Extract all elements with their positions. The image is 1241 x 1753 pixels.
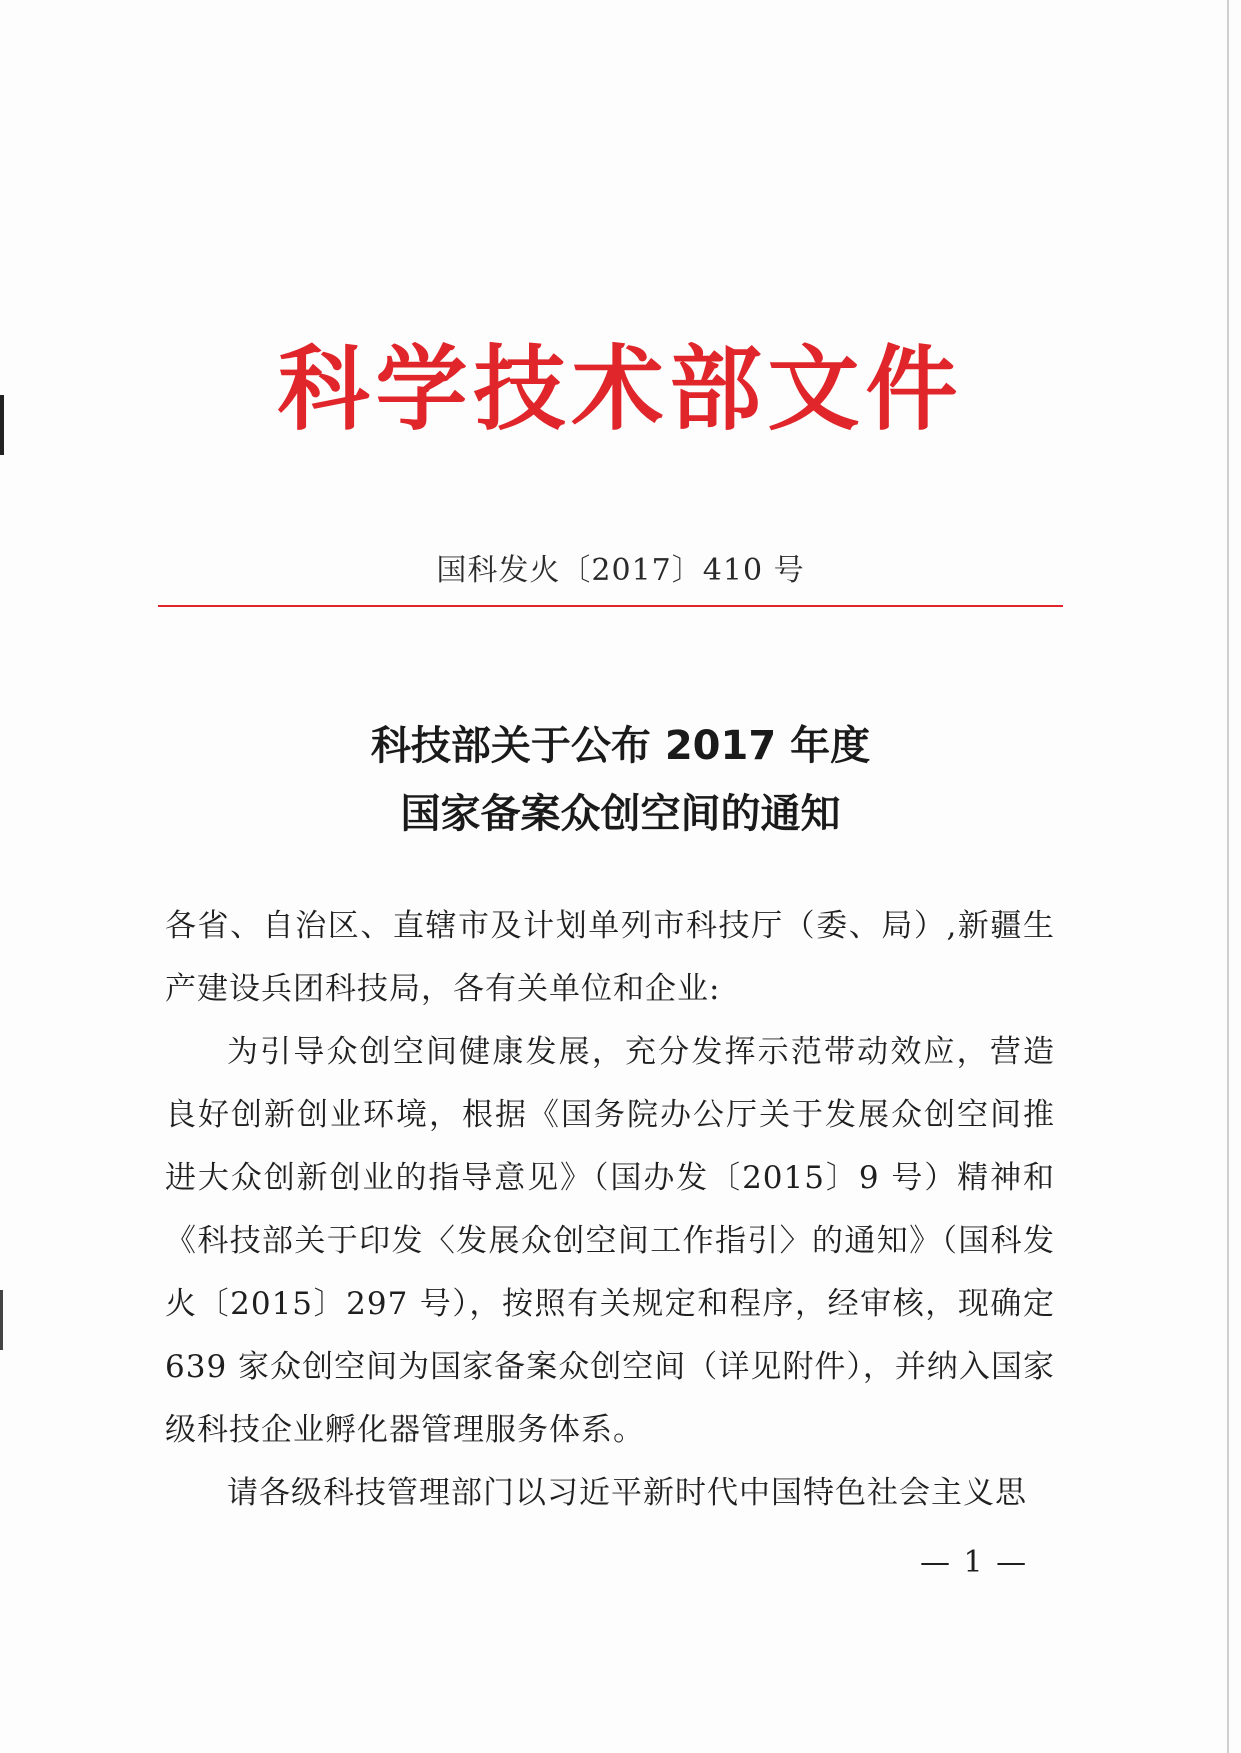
page-number: — 1 — [920, 1545, 1029, 1580]
body-paragraph-1: 为引导众创空间健康发展，充分发挥示范带动效应，营造良好创新创业环境，根据《国务院办公厅关于发展众创空间推进大众创新创业的指导意见》（国办发〔2015〕9 号）精神和《科技部关于印发〈发展众创空间工作指引〉的通知》（国科发火〔2015〕297 号），按照有关规定和程序，经审核，现确定 639 家众创空间为国家备案众创空间（详见附件），并纳入国家级科技企业孵化器管理服务体系。 [165, 1034, 1055, 1448]
scan-edge-line [1227, 0, 1229, 1753]
document-masthead: 科学技术部文件 [277, 336, 964, 443]
addressee-paragraph: 各省、自治区、直辖市及计划单列市科技厅（委、局）,新疆生产建设兵团科技局，各有关单位和企业: [165, 908, 1055, 1007]
body-paragraph-2: 请各级科技管理部门以习近平新时代中国特色社会主义思 [227, 1475, 1027, 1511]
scan-edge-mark [0, 1290, 3, 1350]
document-title [0, 712, 1241, 848]
red-separator-rule [158, 605, 1063, 607]
title-line-1: 科技部关于公布 2017 年度 [370, 723, 871, 769]
document-body [165, 895, 1055, 1525]
document-number: 国科发火〔2017〕410 号 [436, 553, 805, 588]
title-line-2: 国家备案众创空间的通知 [400, 791, 841, 837]
